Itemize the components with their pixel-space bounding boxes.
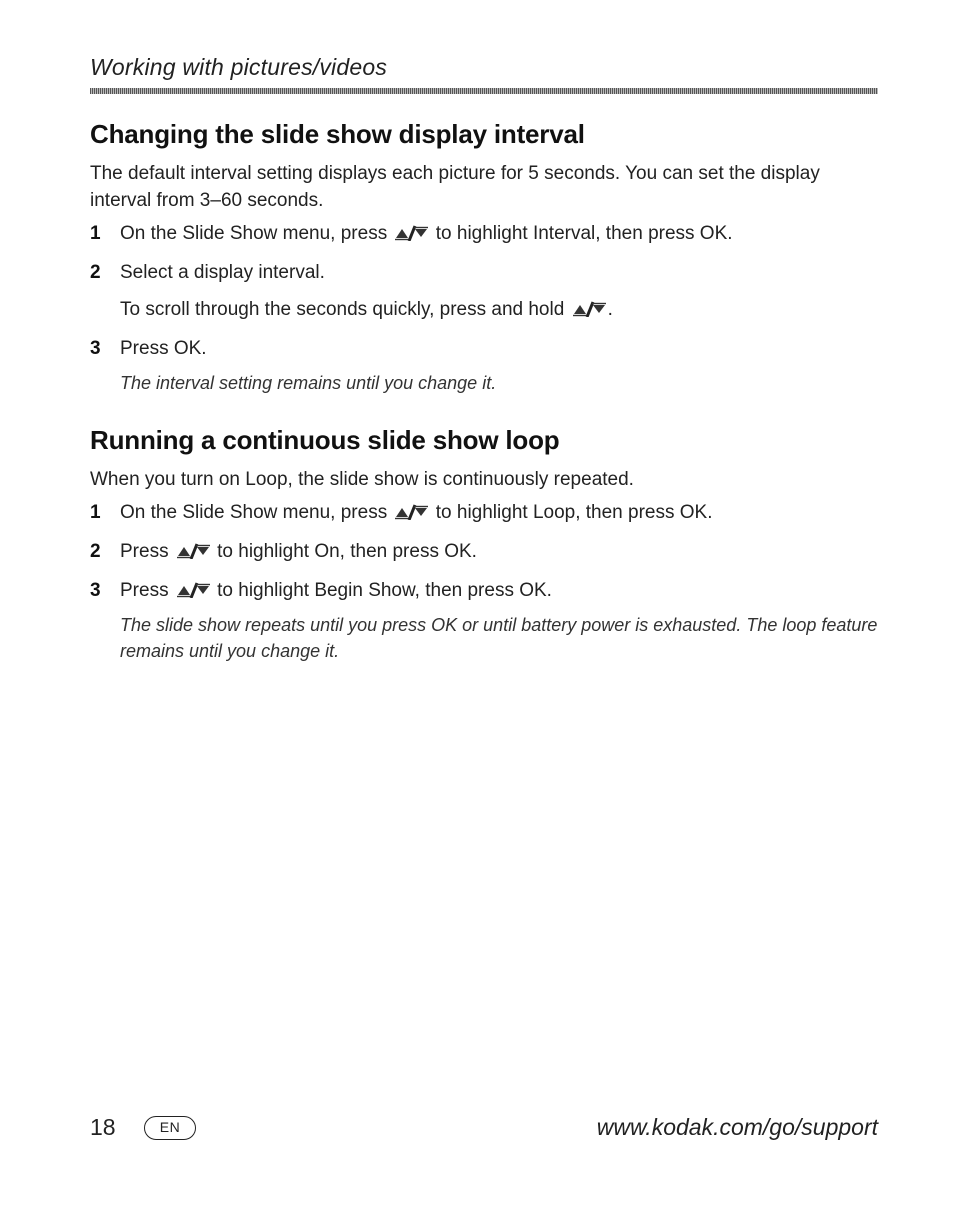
up-down-arrows-icon: [572, 301, 606, 317]
step-text: On the Slide Show menu, press: [120, 502, 388, 523]
section-title-slide-show-loop: Running a continuous slide show loop: [90, 425, 560, 455]
section-title-display-interval: Changing the slide show display interval: [90, 119, 585, 149]
step-text: to highlight On, then press OK.: [217, 541, 477, 562]
step-list: [90, 220, 878, 362]
page-number: 18: [90, 1114, 116, 1140]
step-text: to highlight Interval, then press OK.: [435, 223, 733, 244]
step-text: Press: [120, 580, 169, 601]
step-list: [90, 499, 878, 604]
section-intro: When you turn on Loop, the slide show is continuously repeated.: [90, 469, 634, 490]
step-note: [90, 296, 878, 323]
section-intro: The default interval setting displays each picture for 5 seconds. You can set the display interval from 3–60 seconds.: [90, 163, 820, 211]
step-text: to highlight Loop, then press OK.: [435, 502, 713, 523]
step-number: 2: [90, 262, 101, 283]
step-text: Select a display interval.: [120, 262, 325, 283]
step-result: The interval setting remains until you change it.: [120, 373, 497, 393]
section-display-interval: [90, 116, 878, 396]
step-item: [90, 335, 878, 362]
step-text: Press OK.: [120, 338, 207, 359]
support-url-link[interactable]: www.kodak.com/go/support: [596, 1114, 878, 1140]
language-badge: EN: [144, 1116, 196, 1140]
up-down-arrows-icon: [394, 225, 428, 241]
step-item: [90, 259, 878, 286]
section-slide-show-loop: [90, 422, 878, 664]
header-divider: [90, 88, 878, 94]
up-down-arrows-icon: [176, 582, 210, 598]
step-result: The slide show repeats until you press OK or until battery power is exhausted. The loop feature remains until you change it.: [120, 615, 878, 661]
step-text: On the Slide Show menu, press: [120, 223, 388, 244]
step-text: Press: [120, 541, 169, 562]
page-content: [90, 116, 878, 664]
step-text: to highlight Begin Show, then press OK.: [217, 580, 552, 601]
step-item: [90, 499, 878, 526]
step-note-text: .: [607, 299, 613, 320]
up-down-arrows-icon: [176, 543, 210, 559]
running-head: Working with pictures/videos: [90, 54, 388, 80]
step-number: 3: [90, 338, 101, 359]
step-item: [90, 220, 878, 247]
step-item: [90, 577, 878, 604]
step-number: 3: [90, 580, 101, 601]
step-number: 1: [90, 502, 101, 523]
step-number: 1: [90, 223, 101, 244]
step-note-text: To scroll through the seconds quickly, press and hold: [120, 299, 565, 320]
page-footer: [90, 1112, 878, 1146]
up-down-arrows-icon: [394, 504, 428, 520]
step-number: 2: [90, 541, 101, 562]
step-item: [90, 538, 878, 565]
